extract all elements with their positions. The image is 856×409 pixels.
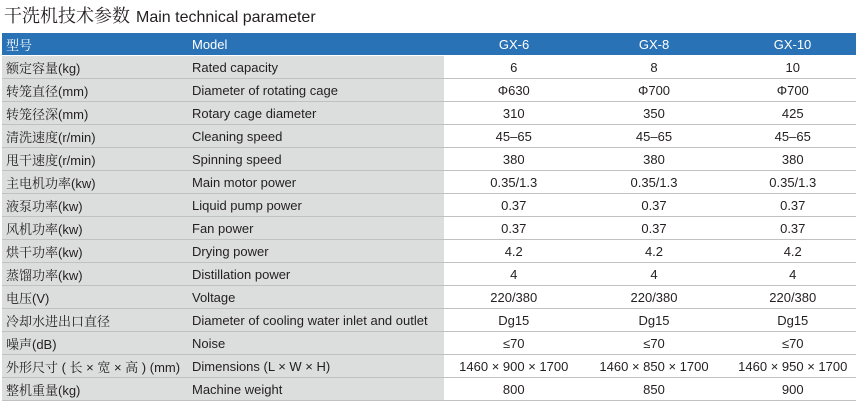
table-row <box>2 148 856 171</box>
row-label-en: Rated capacity <box>186 56 444 79</box>
table-row <box>2 240 856 263</box>
value-gx8: Φ700 <box>584 79 724 102</box>
value-gx10: 45–65 <box>724 125 856 148</box>
header-model-en: Model <box>186 33 444 56</box>
table-row <box>2 378 856 401</box>
value-gx6: 310 <box>444 102 584 125</box>
row-label-zh: 额定容量(kg) <box>2 56 186 79</box>
title-zh: 干洗机技术参数 <box>4 6 130 26</box>
table-row <box>2 355 856 378</box>
row-label-en: Cleaning speed <box>186 125 444 148</box>
row-label-zh: 液泵功率(kw) <box>2 194 186 217</box>
row-label-zh: 整机重量(kg) <box>2 378 186 401</box>
value-gx8: ≤70 <box>584 332 724 355</box>
value-gx10: 425 <box>724 102 856 125</box>
table-header-row <box>2 33 856 56</box>
value-gx10: Φ700 <box>724 79 856 102</box>
spec-table <box>2 33 856 401</box>
row-label-zh: 风机功率(kw) <box>2 217 186 240</box>
header-model-gx10: GX-10 <box>724 33 856 56</box>
table-row <box>2 217 856 240</box>
row-label-zh: 清洗速度(r/min) <box>2 125 186 148</box>
table-row <box>2 309 856 332</box>
value-gx10: 1460 × 950 × 1700 <box>724 355 856 378</box>
row-label-zh: 外形尺寸 ( 长 × 宽 × 高 ) (mm) <box>2 355 186 378</box>
header-model-gx6: GX-6 <box>444 33 584 56</box>
row-label-zh: 蒸馏功率(kw) <box>2 263 186 286</box>
value-gx10: 0.37 <box>724 217 856 240</box>
value-gx6: 0.37 <box>444 217 584 240</box>
value-gx10: ≤70 <box>724 332 856 355</box>
value-gx8: 4.2 <box>584 240 724 263</box>
value-gx8: 850 <box>584 378 724 401</box>
row-label-en: Drying power <box>186 240 444 263</box>
header-model-gx8: GX-8 <box>584 33 724 56</box>
value-gx6: Φ630 <box>444 79 584 102</box>
row-label-zh: 转笼直径(mm) <box>2 79 186 102</box>
row-label-en: Rotary cage diameter <box>186 102 444 125</box>
value-gx10: 220/380 <box>724 286 856 309</box>
value-gx8: 0.35/1.3 <box>584 171 724 194</box>
value-gx8: 350 <box>584 102 724 125</box>
row-label-zh: 烘干功率(kw) <box>2 240 186 263</box>
value-gx8: 220/380 <box>584 286 724 309</box>
value-gx8: 4 <box>584 263 724 286</box>
value-gx6: 0.37 <box>444 194 584 217</box>
header-model-zh: 型号 <box>2 33 186 56</box>
value-gx10: 380 <box>724 148 856 171</box>
value-gx10: 0.35/1.3 <box>724 171 856 194</box>
value-gx6: 4.2 <box>444 240 584 263</box>
row-label-en: Noise <box>186 332 444 355</box>
table-row <box>2 125 856 148</box>
table-row <box>2 79 856 102</box>
row-label-en: Distillation power <box>186 263 444 286</box>
row-label-en: Machine weight <box>186 378 444 401</box>
page-title <box>4 2 316 30</box>
title-en: Main technical parameter <box>136 9 316 26</box>
value-gx8: 1460 × 850 × 1700 <box>584 355 724 378</box>
value-gx6: 0.35/1.3 <box>444 171 584 194</box>
value-gx10: Dg15 <box>724 309 856 332</box>
value-gx6: 1460 × 900 × 1700 <box>444 355 584 378</box>
value-gx10: 4 <box>724 263 856 286</box>
table-row <box>2 286 856 309</box>
row-label-en: Main motor power <box>186 171 444 194</box>
value-gx8: 45–65 <box>584 125 724 148</box>
value-gx8: 380 <box>584 148 724 171</box>
row-label-en: Diameter of rotating cage <box>186 79 444 102</box>
value-gx6: Dg15 <box>444 309 584 332</box>
value-gx8: 0.37 <box>584 194 724 217</box>
value-gx6: 4 <box>444 263 584 286</box>
row-label-en: Dimensions (L × W × H) <box>186 355 444 378</box>
table-row <box>2 102 856 125</box>
value-gx6: 6 <box>444 56 584 79</box>
value-gx10: 10 <box>724 56 856 79</box>
row-label-zh: 转笼径深(mm) <box>2 102 186 125</box>
table-row <box>2 263 856 286</box>
value-gx6: 800 <box>444 378 584 401</box>
value-gx6: ≤70 <box>444 332 584 355</box>
row-label-en: Diameter of cooling water inlet and outlet <box>186 309 444 332</box>
value-gx10: 900 <box>724 378 856 401</box>
value-gx10: 0.37 <box>724 194 856 217</box>
row-label-en: Voltage <box>186 286 444 309</box>
spec-table-body <box>2 56 856 401</box>
value-gx6: 220/380 <box>444 286 584 309</box>
row-label-zh: 噪声(dB) <box>2 332 186 355</box>
value-gx10: 4.2 <box>724 240 856 263</box>
value-gx8: Dg15 <box>584 309 724 332</box>
value-gx8: 0.37 <box>584 217 724 240</box>
row-label-zh: 主电机功率(kw) <box>2 171 186 194</box>
value-gx8: 8 <box>584 56 724 79</box>
value-gx6: 45–65 <box>444 125 584 148</box>
row-label-en: Fan power <box>186 217 444 240</box>
row-label-zh: 甩干速度(r/min) <box>2 148 186 171</box>
table-row <box>2 194 856 217</box>
row-label-en: Liquid pump power <box>186 194 444 217</box>
row-label-en: Spinning speed <box>186 148 444 171</box>
row-label-zh: 冷却水进出口直径 <box>2 309 186 332</box>
table-row <box>2 56 856 79</box>
table-row <box>2 171 856 194</box>
table-row <box>2 332 856 355</box>
row-label-zh: 电压(V) <box>2 286 186 309</box>
value-gx6: 380 <box>444 148 584 171</box>
